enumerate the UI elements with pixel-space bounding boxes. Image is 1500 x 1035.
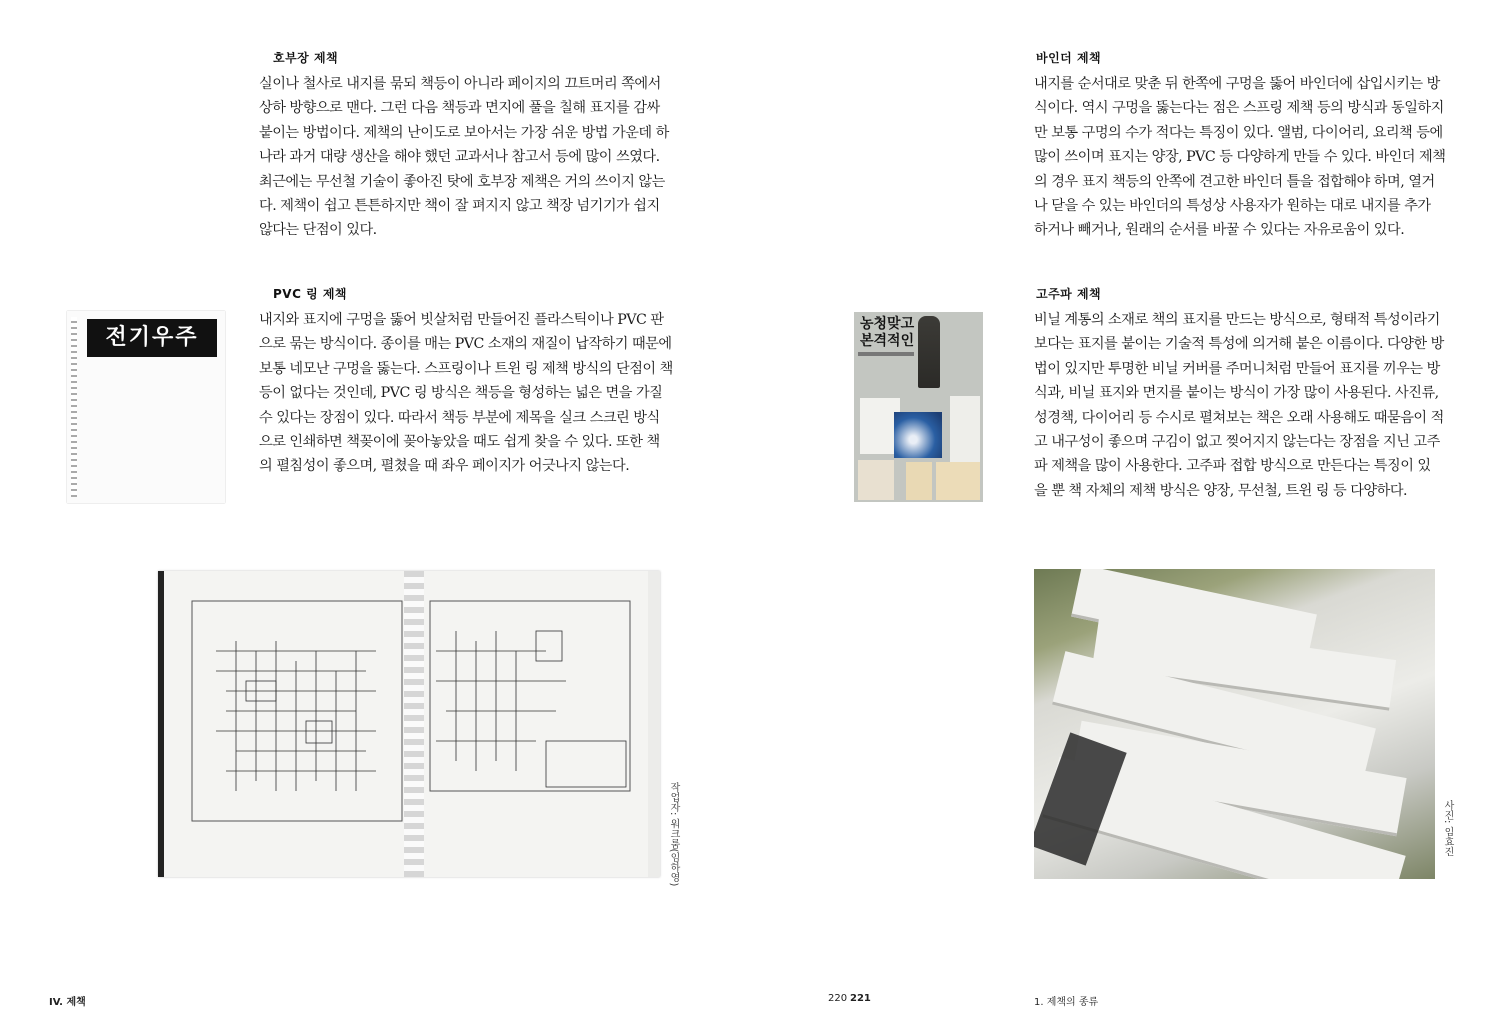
section-heading-hobujang: 호부장 제책 bbox=[273, 51, 339, 65]
cover-edge bbox=[158, 571, 164, 877]
book-cover-title: 농청맞고 본격적인 bbox=[860, 316, 915, 349]
text-line: 나라 과거 대량 생산을 해야 했던 교과서나 참고서 등에 많이 쓰였다. bbox=[259, 149, 660, 166]
text-line: 만 보통 구멍의 수가 적다는 특징이 있다. 앨범, 다이어리, 요리책 등에 bbox=[1034, 124, 1443, 141]
section-label-right: 1. 제책의 종류 bbox=[1034, 997, 1099, 1008]
text-line: 의 경우 표지 책등의 안쪽에 견고한 바인더 틀을 접합해야 하며, 열거 bbox=[1034, 173, 1435, 190]
text-line: 으로 인쇄하면 책꽂이에 꽂아놓았을 때도 쉽게 찾을 수 있다. 또한 책 bbox=[259, 434, 660, 451]
body-text-binder bbox=[1034, 72, 1446, 243]
spiral-binding bbox=[404, 571, 424, 877]
text-line: 내지를 순서대로 맞춘 뒤 한쪽에 구멍을 뚫어 바인더에 삽입시키는 방 bbox=[1034, 76, 1440, 92]
text-line: 식이다. 역시 구멍을 뚫는다는 점은 스프링 제책 등의 방식과 동일하지 bbox=[1034, 100, 1444, 117]
text-line: 상하 방향으로 맨다. 그런 다음 책등과 면지에 풀을 칠해 표지를 감싸 bbox=[259, 100, 660, 117]
text-line: 하거나 빼거나, 원래의 순서를 바꿀 수 있다는 자유로움이 있다. bbox=[1034, 222, 1405, 239]
body-text-pvc-ring bbox=[259, 308, 673, 479]
text-line: 다. 제책이 쉽고 튼튼하지만 책이 잘 펴지지 않고 책장 넘기기가 쉽지 bbox=[259, 198, 660, 215]
text-line: 비닐 계통의 소재로 책의 표지를 만드는 방식으로, 형태적 특성이라기 bbox=[1034, 312, 1440, 328]
section-heading-gojupa: 고주파 제책 bbox=[1036, 287, 1102, 301]
photo-caption-left: 작업자: 워크룸(임하영) bbox=[668, 782, 679, 887]
collage-card bbox=[950, 396, 980, 462]
spiral-book-photo bbox=[158, 571, 660, 877]
text-line: 을 뿐 책 자체의 제책 방식은 양장, 무선철, 트윈 링 등 다양하다. bbox=[1034, 482, 1408, 499]
book-cover-title: 전기우주 bbox=[87, 319, 217, 357]
collage-card bbox=[906, 462, 932, 500]
figure-photo bbox=[918, 316, 940, 388]
text-line: 나 닫을 수 있는 바인더의 특성상 사용자가 원하는 대로 내지를 추가 bbox=[1034, 198, 1431, 215]
text-line: 최근에는 무선철 기술이 좋아진 탓에 호부장 제책은 거의 쓰이지 않는 bbox=[259, 173, 665, 190]
index-tab bbox=[648, 571, 660, 877]
text-line: 실이나 철사로 내지를 묶되 책등이 아니라 페이지의 끄트머리 쪽에서 bbox=[259, 76, 661, 92]
text-line: 의 펼침성이 좋으며, 펼쳤을 때 좌우 페이지가 어긋나지 않는다. bbox=[259, 458, 630, 475]
text-line: 으로 묶는 방식이다. 종이를 매는 PVC 소재의 재질이 납작하기 때문에 bbox=[259, 336, 672, 353]
body-text-gojupa bbox=[1034, 308, 1444, 503]
photo-caption-right: 사진: 임효진 bbox=[1442, 800, 1453, 857]
body-text-hobujang bbox=[259, 72, 669, 243]
text-line: 보통 네모난 구멍을 뚫는다. 스프링이나 트윈 링 제책 방식의 단점이 책 bbox=[259, 360, 673, 377]
text-line: 많이 쓰이며 표지는 양장, PVC 등 다양하게 만들 수 있다. 바인더 제책 bbox=[1034, 149, 1446, 166]
text-line: 파 제책을 많이 사용한다. 고주파 접합 방식으로 만든다는 특징이 있 bbox=[1034, 458, 1431, 475]
text-line: 내지와 표지에 구멍을 뚫어 빗살처럼 만들어진 플라스틱이나 PVC 판 bbox=[259, 312, 664, 328]
text-line: 성경책, 다이어리 등 수시로 펼쳐보는 책은 오래 사용해도 때묻음이 적 bbox=[1034, 409, 1444, 426]
page-number-right: 221 bbox=[850, 993, 871, 1004]
text-line: 붙이는 방법이다. 제책의 난이도로 보아서는 가장 쉬운 방법 가운데 하 bbox=[259, 124, 669, 141]
collage-card bbox=[936, 462, 980, 500]
text-line: 법이 있지만 투명한 비닐 커버를 주머니처럼 만들어 표지를 끼우는 방 bbox=[1034, 360, 1440, 377]
text-line: 않다는 단점이 있다. bbox=[259, 222, 377, 239]
page-number-left: 220 bbox=[828, 993, 848, 1004]
section-label-left: IV. 제책 bbox=[49, 997, 86, 1008]
ring-binding bbox=[71, 317, 77, 497]
text-line: 등이 없다는 것인데, PVC 링 방식은 책등을 형성하는 넓은 면을 가질 bbox=[259, 385, 663, 402]
stacked-books-photo bbox=[1034, 569, 1435, 879]
section-heading-binder: 바인더 제책 bbox=[1036, 51, 1102, 65]
cover-subtitle-bar bbox=[858, 352, 914, 356]
book-thumbnail-nongcheong bbox=[854, 312, 983, 502]
circuit-diagram-illustration bbox=[176, 591, 406, 831]
wave-image bbox=[894, 412, 942, 458]
text-line: 식과, 비닐 표지와 면지를 붙이는 방식이 가장 많이 사용된다. 사진류, bbox=[1034, 385, 1439, 402]
collage-card bbox=[858, 460, 894, 500]
book-thumbnail-jeongi-uju bbox=[67, 311, 225, 503]
circuit-diagram-illustration-right bbox=[426, 591, 646, 831]
text-line: 보다는 표지를 붙이는 기술적 특성에 의거해 붙은 이름이다. 다양한 방 bbox=[1034, 336, 1444, 353]
section-heading-pvc-ring: PVC 링 제책 bbox=[273, 287, 348, 301]
text-line: 수 있다는 장점이 있다. 따라서 책등 부분에 제목을 실크 스크린 방식 bbox=[259, 409, 660, 426]
text-line: 고 내구성이 좋으며 구김이 없고 찢어지지 않는다는 장점을 지닌 고주 bbox=[1034, 434, 1440, 451]
